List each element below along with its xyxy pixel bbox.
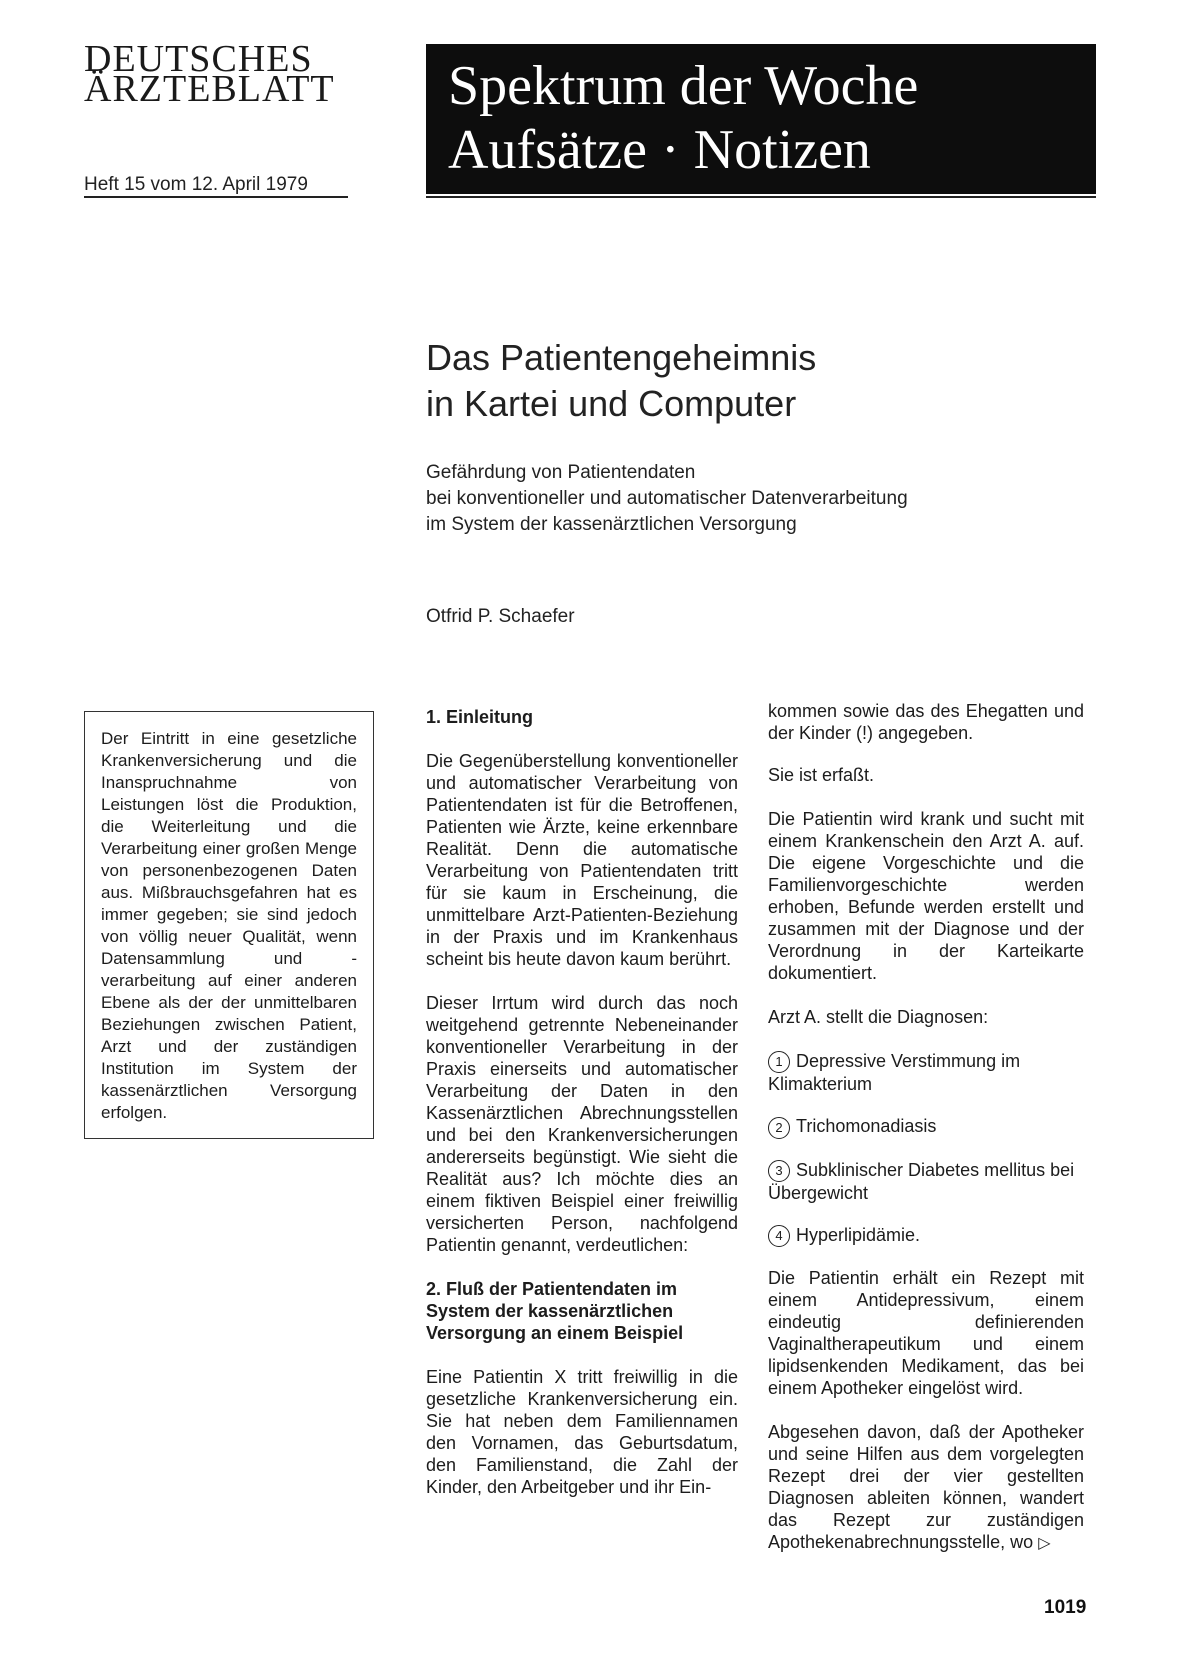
page-number: 1019 (1044, 1597, 1087, 1618)
diagnosis-text: Trichomonadiasis (796, 1116, 937, 1137)
number-circle-icon: 3 (768, 1160, 790, 1182)
subtitle-line-3: im System der kassenärztlichen Versorgung (426, 514, 797, 535)
diagnosis-text: Depressive Verstimmung im Klimakterium (768, 1051, 1021, 1095)
continue-arrow-icon: ▷ (1038, 1535, 1051, 1552)
article-subtitle (426, 460, 908, 538)
paragraph: Die Gegenüberstellung konventioneller und automatischer Verarbeitung von Patientendaten ist für die Betroffenen, Patienten wie Ärzte, keine erkennbare Realität. Denn die automatische Verarbeitung von Patientendaten tritt für sie kaum in Erscheinung, die unmittelbare Arzt-Patienten-Beziehung in der Praxis und im Krankenhaus scheint bis heute davon kaum berührt. (426, 751, 738, 969)
author: Otfrid P. Schaefer (426, 606, 575, 627)
article-title (426, 335, 816, 427)
number-circle-icon: 4 (768, 1225, 790, 1247)
masthead-line-2: ÄRZTEBLATT (84, 68, 335, 110)
diagnosis-text: Subklinischer Diabetes mellitus bei Übergewicht (768, 1159, 1075, 1203)
diagnosis-item (768, 1224, 1084, 1247)
issue-date: Heft 15 vom 12. April 1979 (84, 174, 308, 195)
paragraph: Eine Patientin X tritt freiwillig in die gesetzliche Krankenversicherung ein. Sie hat neben dem Familiennamen den Vornamen, das Geburtsdatum, den Familienstand, die Zahl der Kinder, den Arbeitgeber und ihr Ein- (426, 1367, 738, 1497)
masthead-line-1: DEUTSCHES (84, 38, 313, 80)
diagnosis-item (768, 1115, 1084, 1138)
diagnosis-text: Hyperlipidämie. (796, 1224, 921, 1245)
subtitle-line-2: bei konventioneller und automatischer Datenverarbeitung (426, 488, 908, 509)
abstract-text: Der Eintritt in eine gesetzliche Krankenversicherung und die Inanspruchnahme von Leistungen löst die Produktion, die Weiterleitung und die Verarbeitung einer großen Menge von personenbezogenen Daten aus. Mißbrauchsgefahren hat es immer gegeben; sie sind jedoch von völlig neuer Qualität, wenn Datensammlung und -verarbeitung auf einer anderen Ebene als der der unmittelbaren Beziehungen zwischen Patient, Arzt und der zuständigen Institution im System der kassenärztlichen Versorgung erfolgen. (101, 729, 357, 1122)
banner-line-2: Aufsätze · Notizen (448, 119, 871, 181)
masthead (84, 38, 384, 110)
section-heading-2: 2. Fluß der Patientendaten im System der kassenärztlichen Versorgung an einem Beispiel (426, 1279, 684, 1343)
header-rule-right (426, 196, 1096, 198)
title-line-1: Das Patientengeheimnis (426, 337, 817, 378)
abstract-box (84, 711, 374, 1139)
title-line-2: in Kartei und Computer (426, 383, 797, 424)
paragraph: kommen sowie das des Ehegatten und der Kinder (!) angegeben. (768, 701, 1084, 743)
text-column-2 (426, 706, 738, 1520)
header-rule-left (84, 196, 348, 198)
number-circle-icon: 1 (768, 1051, 790, 1073)
text-column-3 (768, 700, 1084, 1577)
paragraph: Die Patientin wird krank und sucht mit einem Krankenschein den Arzt A. auf. Die eigene Vorgeschichte und die Familienvorgeschichte werden erhoben, Befunde werden erstellt und zusammen mit der Diagnose und der Verordnung in der Karteikarte dokumentiert. (768, 809, 1084, 983)
diagnosis-item (768, 1159, 1084, 1204)
paragraph-text: Abgesehen davon, daß der Apotheker und seine Hilfen aus dem vorgelegten Rezept drei der vier gestellten Diagnosen ableiten können, wandert das Rezept zur zuständigen Apothekenabrechnungsstelle, wo (768, 1422, 1084, 1552)
paragraph (768, 1421, 1084, 1555)
paragraph: Dieser Irrtum wird durch das noch weitgehend getrennte Nebeneinander konventioneller Verarbeitung in der Praxis einerseits und automatischer Verarbeitung der Daten in den Kassenärztlichen Abrechnungsstellen und bei den Krankenversicherungen andererseits begünstigt. Wie sieht die Realität aus? Ich möchte dies an einem fiktiven Beispiel einer freiwillig versicherten Person, nachfolgend Patientin genannt, verdeutlichen: (426, 993, 738, 1255)
paragraph: Die Patientin erhält ein Rezept mit einem Antidepressivum, einem eindeutig definierenden Vaginaltherapeutikum und einem lipidsenkenden Medikament, das bei einem Apotheker eingelöst wird. (768, 1268, 1084, 1398)
paragraph: Arzt A. stellt die Diagnosen: (768, 1007, 989, 1027)
paragraph: Sie ist erfaßt. (768, 765, 875, 785)
subtitle-line-1: Gefährdung von Patientendaten (426, 462, 696, 483)
section-heading-1: 1. Einleitung (426, 707, 534, 727)
banner-line-1: Spektrum der Woche (448, 55, 919, 117)
number-circle-icon: 2 (768, 1117, 790, 1139)
diagnosis-item (768, 1050, 1084, 1095)
section-banner (426, 44, 1096, 194)
